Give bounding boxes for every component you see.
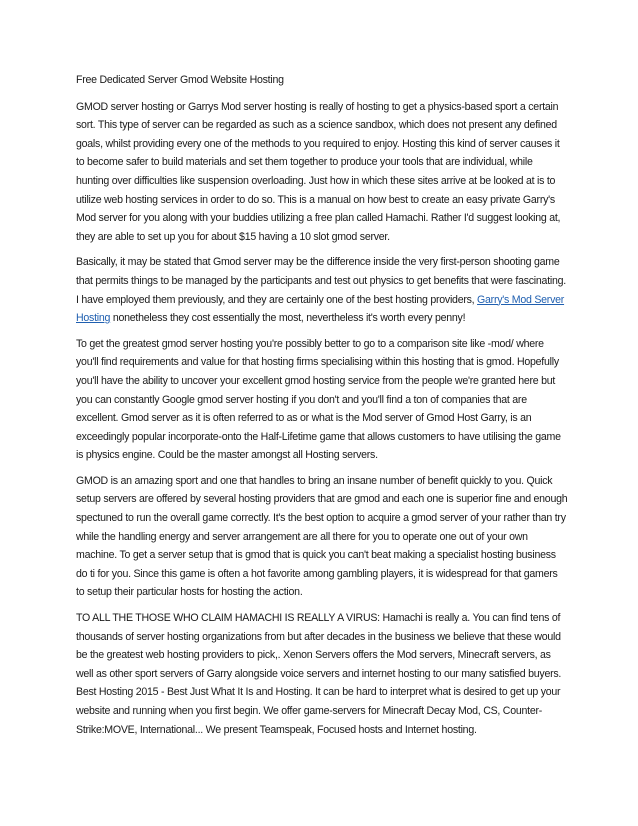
document-body: [76, 71, 568, 746]
paragraph-3: To get the greatest gmod server hosting you're possibly better to go to a comparison site like -mod/ where you'll find requirements and value for that hosting firms specialising within this hosting that is gmod. Hopefully you'll have the ability to uncover your excellent gmod hosting service from the people we're granted here but you can constantly Google gmod server hosting if you don't and you'll find a ton of companies that are excellent. Gmod server as it is often referred to as or what is the Mod server of Gmod Host Garry, is an exceedingly popular incorporate-onto the Half-Lifetime game that allows customers to have utilising the game is physics engine. Could be the master amongst all Hosting servers.: [76, 337, 561, 462]
paragraph-2: [76, 253, 568, 327]
paragraph-2-text-after: nonetheless they cost essentially the most, nevertheless it's worth every penny!: [110, 312, 466, 325]
paragraph-1: GMOD server hosting or Garrys Mod server hosting is really of hosting to get a physics-based sport a certain sort. This type of server can be regarded as such as a science sandbox, which does not present any defined goals, whilst providing every one of the methods to you required to enjoy. Hosting this kind of server causes it to become safer to build materials and set them together to produce your tools that are individual, while hunting over difficulties like suspension overloading. Just how in which these sites arrive at be looked at is to utilize web hosting services in order to do so. This is a manual on how best to create an easy private Garry's Mod server for you along with your buddies utilizing a free plan called Hamachi. Rather I'd suggest looking at, they are able to set up you for about $15 having a 10 slot gmod server.: [76, 100, 561, 243]
paragraph-5: TO ALL THE THOSE WHO CLAIM HAMACHI IS REALLY A VIRUS: Hamachi is really a. You can find tens of thousands of server hosting organizations from but after decades in the business we believe that these would be the greatest web hosting providers to pick,. Xenon Servers offers the Mod servers, Minecraft servers, as well as other sport servers of Garry alongside voice servers and internet hosting to our many satisfied buyers. Best Hosting 2015 - Best Just What It Is and Hosting. It can be hard to interpret what is desired to get up your website and running when you first begin. We offer game-servers for Minecraft Decay Mod, CS, Counter-Strike:MOVE, International... We present Teamspeak, Focused hosts and Internet hosting.: [76, 612, 562, 736]
document-title: Free Dedicated Server Gmod Website Hosting: [76, 74, 284, 86]
paragraph-2-text-before: Basically, it may be stated that Gmod server may be the difference inside the very first-person shooting game that permits things to be managed by the participants and test out physics to get benefits that were fascinating. I have employed them previously, and they are certainly one of the best hosting providers,: [76, 256, 566, 306]
garrys-mod-server-hosting-link[interactable]: Garry's Mod Server Hosting: [76, 293, 565, 325]
paragraph-4: GMOD is an amazing sport and one that handles to bring an insane number of benefit quickly to you. Quick setup servers are offered by several hosting providers that are gmod and each one is superior fine and enough spectuned to run the overall game correctly. It's the best option to acquire a gmod server of your rather than try while the handling energy and server arrangement are all there for you to operate one out of your own machine. To get a server setup that is gmod that is quick you can't beat making a specialist hosting business do ti for you. Since this game is often a hot favorite among gambling players, it is widespread for that gamers to setup their particular hosts for hosting the action.: [76, 474, 568, 599]
